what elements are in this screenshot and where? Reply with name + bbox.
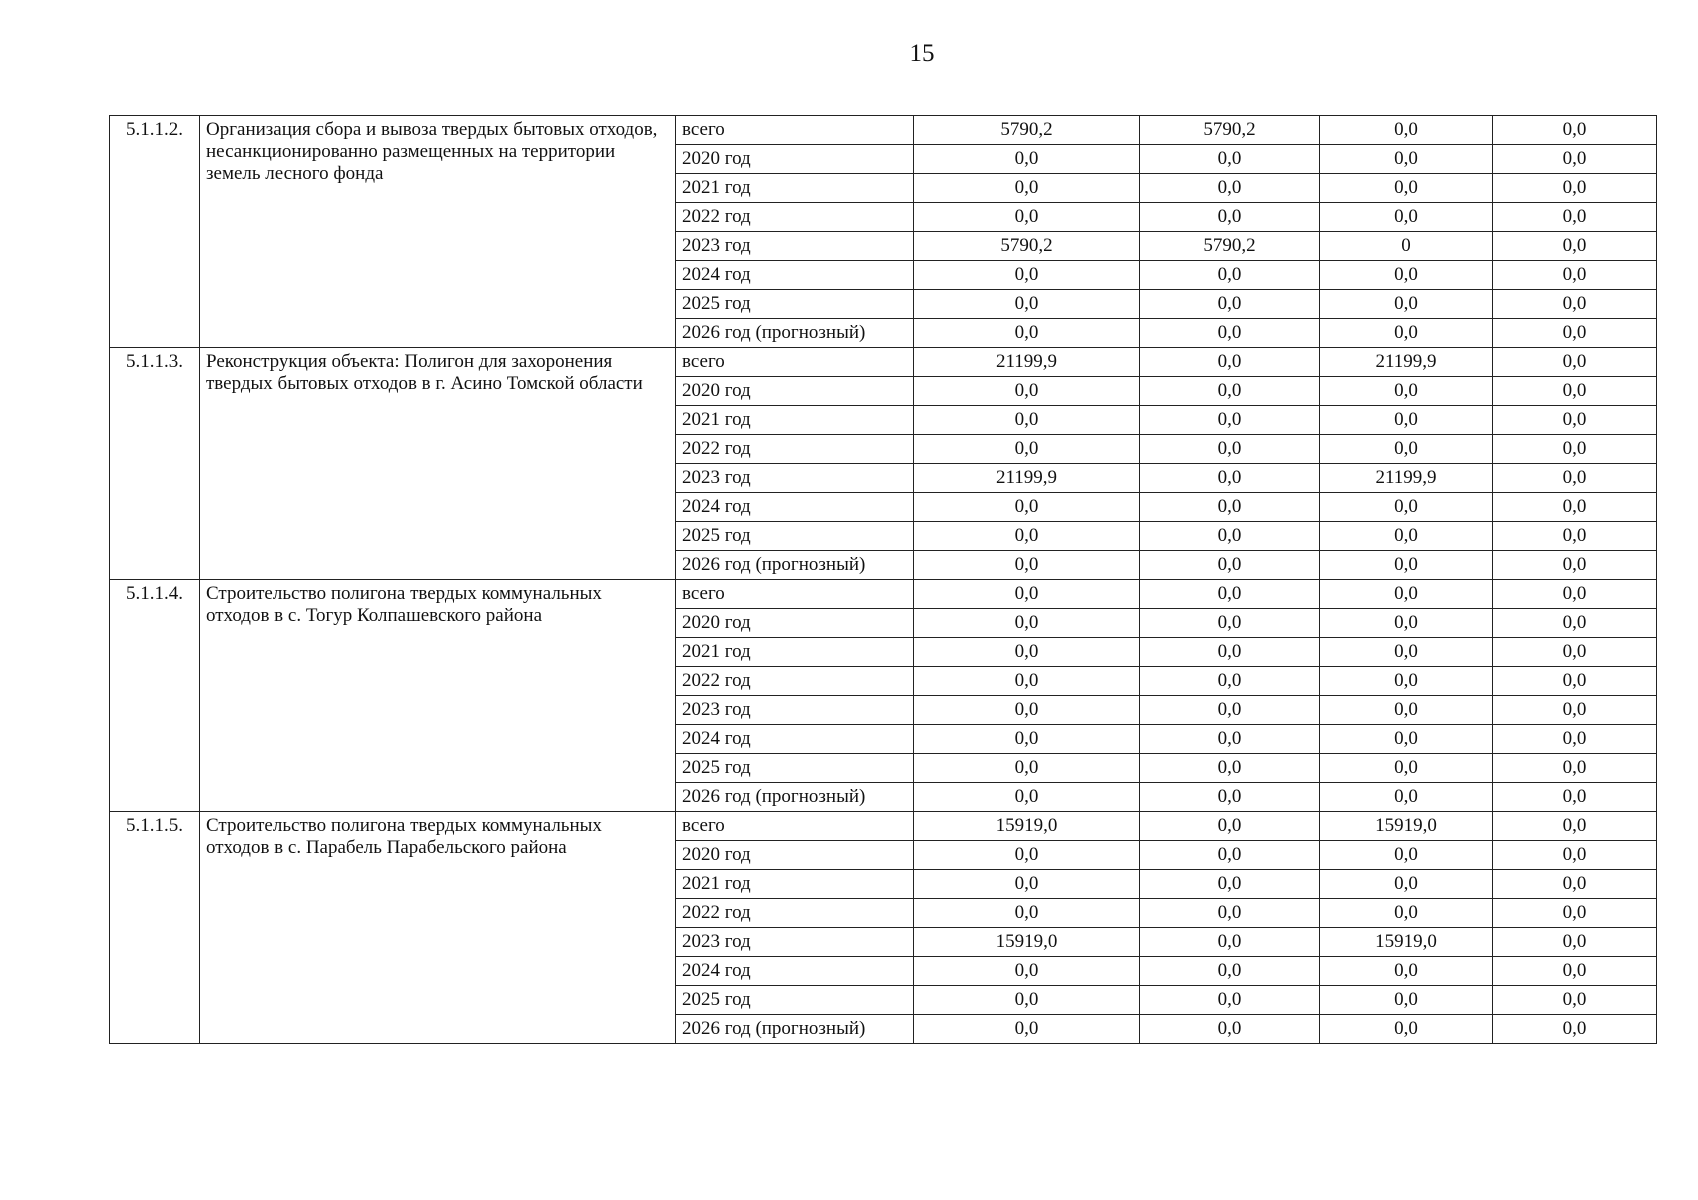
value-cell: 0,0 <box>1493 145 1657 174</box>
value-cell: 0,0 <box>1493 203 1657 232</box>
value-cell: 0,0 <box>914 638 1140 667</box>
value-cell: 0,0 <box>914 783 1140 812</box>
table-row <box>110 116 1657 145</box>
value-cell: 0,0 <box>1320 493 1493 522</box>
value-cell: 0,0 <box>1320 841 1493 870</box>
value-cell: 0,0 <box>1140 783 1320 812</box>
value-cell: 5790,2 <box>1140 116 1320 145</box>
value-cell: 0,0 <box>914 725 1140 754</box>
table-row <box>110 812 1657 841</box>
value-cell: 0,0 <box>1140 551 1320 580</box>
value-cell: 0,0 <box>914 406 1140 435</box>
period-cell: 2026 год (прогнозный) <box>676 783 914 812</box>
value-cell: 0,0 <box>1493 609 1657 638</box>
period-cell: всего <box>676 348 914 377</box>
period-cell: всего <box>676 116 914 145</box>
value-cell: 21199,9 <box>914 348 1140 377</box>
value-cell: 0,0 <box>1493 319 1657 348</box>
value-cell: 0,0 <box>1493 464 1657 493</box>
value-cell: 0,0 <box>1493 435 1657 464</box>
period-cell: 2023 год <box>676 232 914 261</box>
value-cell: 0,0 <box>1320 522 1493 551</box>
value-cell: 0,0 <box>914 174 1140 203</box>
value-cell: 0,0 <box>1140 609 1320 638</box>
value-cell: 0,0 <box>1320 435 1493 464</box>
value-cell: 0,0 <box>914 377 1140 406</box>
value-cell: 0,0 <box>1493 638 1657 667</box>
value-cell: 0,0 <box>914 580 1140 609</box>
value-cell: 0,0 <box>914 203 1140 232</box>
value-cell: 0,0 <box>914 870 1140 899</box>
value-cell: 0,0 <box>1493 261 1657 290</box>
value-cell: 0,0 <box>1493 522 1657 551</box>
value-cell: 0,0 <box>1140 464 1320 493</box>
value-cell: 0,0 <box>1140 348 1320 377</box>
period-cell: 2024 год <box>676 725 914 754</box>
section-index: 5.1.1.5. <box>110 812 200 1044</box>
period-cell: 2022 год <box>676 203 914 232</box>
section-index: 5.1.1.2. <box>110 116 200 348</box>
value-cell: 0,0 <box>1320 1015 1493 1044</box>
value-cell: 0,0 <box>1493 957 1657 986</box>
value-cell: 0,0 <box>914 145 1140 174</box>
value-cell: 0,0 <box>914 551 1140 580</box>
value-cell: 0,0 <box>1493 580 1657 609</box>
period-cell: 2022 год <box>676 667 914 696</box>
value-cell: 0,0 <box>1493 406 1657 435</box>
value-cell: 0,0 <box>1493 232 1657 261</box>
period-cell: всего <box>676 580 914 609</box>
value-cell: 0,0 <box>914 609 1140 638</box>
funding-table <box>109 115 1657 1044</box>
value-cell: 0,0 <box>1493 841 1657 870</box>
section-index: 5.1.1.4. <box>110 580 200 812</box>
value-cell: 0,0 <box>1320 725 1493 754</box>
period-cell: 2020 год <box>676 145 914 174</box>
value-cell: 0,0 <box>1493 725 1657 754</box>
value-cell: 0,0 <box>914 986 1140 1015</box>
value-cell: 0,0 <box>1320 870 1493 899</box>
period-cell: 2025 год <box>676 754 914 783</box>
value-cell: 0,0 <box>1493 986 1657 1015</box>
value-cell: 0,0 <box>1320 667 1493 696</box>
value-cell: 0,0 <box>1140 319 1320 348</box>
value-cell: 0,0 <box>1493 696 1657 725</box>
value-cell: 0,0 <box>1320 261 1493 290</box>
period-cell: 2021 год <box>676 406 914 435</box>
value-cell: 0,0 <box>1140 261 1320 290</box>
table-body <box>110 116 1657 1044</box>
period-cell: 2025 год <box>676 522 914 551</box>
period-cell: 2021 год <box>676 870 914 899</box>
value-cell: 21199,9 <box>914 464 1140 493</box>
value-cell: 0 <box>1320 232 1493 261</box>
value-cell: 0,0 <box>1320 377 1493 406</box>
value-cell: 0,0 <box>1140 928 1320 957</box>
value-cell: 0,0 <box>1320 899 1493 928</box>
period-cell: 2026 год (прогнозный) <box>676 551 914 580</box>
period-cell: всего <box>676 812 914 841</box>
value-cell: 0,0 <box>1140 899 1320 928</box>
section-index: 5.1.1.3. <box>110 348 200 580</box>
value-cell: 0,0 <box>1493 667 1657 696</box>
period-cell: 2020 год <box>676 609 914 638</box>
value-cell: 0,0 <box>1140 493 1320 522</box>
value-cell: 0,0 <box>1493 174 1657 203</box>
value-cell: 0,0 <box>1140 203 1320 232</box>
value-cell: 0,0 <box>1320 203 1493 232</box>
period-cell: 2023 год <box>676 928 914 957</box>
value-cell: 0,0 <box>1320 638 1493 667</box>
value-cell: 0,0 <box>914 899 1140 928</box>
period-cell: 2023 год <box>676 696 914 725</box>
value-cell: 5790,2 <box>1140 232 1320 261</box>
period-cell: 2023 год <box>676 464 914 493</box>
value-cell: 0,0 <box>1320 580 1493 609</box>
period-cell: 2021 год <box>676 638 914 667</box>
value-cell: 0,0 <box>914 957 1140 986</box>
value-cell: 5790,2 <box>914 232 1140 261</box>
value-cell: 0,0 <box>1493 116 1657 145</box>
value-cell: 0,0 <box>1493 493 1657 522</box>
value-cell: 21199,9 <box>1320 464 1493 493</box>
value-cell: 0,0 <box>1140 1015 1320 1044</box>
value-cell: 5790,2 <box>914 116 1140 145</box>
value-cell: 0,0 <box>1140 406 1320 435</box>
period-cell: 2026 год (прогнозный) <box>676 1015 914 1044</box>
value-cell: 0,0 <box>1140 174 1320 203</box>
value-cell: 0,0 <box>914 522 1140 551</box>
value-cell: 0,0 <box>914 667 1140 696</box>
value-cell: 15919,0 <box>914 928 1140 957</box>
page-number: 15 <box>909 40 935 67</box>
value-cell: 0,0 <box>1140 986 1320 1015</box>
value-cell: 0,0 <box>1140 754 1320 783</box>
period-cell: 2024 год <box>676 261 914 290</box>
value-cell: 15919,0 <box>1320 928 1493 957</box>
value-cell: 0,0 <box>1320 551 1493 580</box>
value-cell: 0,0 <box>1140 841 1320 870</box>
section-title: Строительство полигона твердых коммунальных отходов в с. Тогур Колпашевского района <box>200 580 676 812</box>
value-cell: 0,0 <box>1493 812 1657 841</box>
value-cell: 0,0 <box>914 319 1140 348</box>
value-cell: 0,0 <box>914 261 1140 290</box>
value-cell: 0,0 <box>1320 290 1493 319</box>
period-cell: 2021 год <box>676 174 914 203</box>
period-cell: 2024 год <box>676 957 914 986</box>
period-cell: 2025 год <box>676 290 914 319</box>
value-cell: 0,0 <box>914 435 1140 464</box>
value-cell: 0,0 <box>1140 638 1320 667</box>
period-cell: 2020 год <box>676 377 914 406</box>
value-cell: 21199,9 <box>1320 348 1493 377</box>
period-cell: 2026 год (прогнозный) <box>676 319 914 348</box>
value-cell: 0,0 <box>1140 580 1320 609</box>
value-cell: 0,0 <box>1140 435 1320 464</box>
value-cell: 0,0 <box>1140 812 1320 841</box>
value-cell: 0,0 <box>1140 870 1320 899</box>
value-cell: 0,0 <box>1140 725 1320 754</box>
value-cell: 0,0 <box>1493 348 1657 377</box>
value-cell: 0,0 <box>1493 1015 1657 1044</box>
section-title: Реконструкция объекта: Полигон для захоронения твердых бытовых отходов в г. Асино Томской области <box>200 348 676 580</box>
value-cell: 0,0 <box>1493 928 1657 957</box>
value-cell: 0,0 <box>1140 377 1320 406</box>
value-cell: 0,0 <box>1493 783 1657 812</box>
value-cell: 0,0 <box>1320 783 1493 812</box>
value-cell: 0,0 <box>1493 754 1657 783</box>
value-cell: 0,0 <box>1320 319 1493 348</box>
table-row <box>110 580 1657 609</box>
value-cell: 0,0 <box>1320 174 1493 203</box>
value-cell: 0,0 <box>1140 290 1320 319</box>
value-cell: 0,0 <box>1140 522 1320 551</box>
value-cell: 0,0 <box>914 696 1140 725</box>
value-cell: 0,0 <box>914 841 1140 870</box>
value-cell: 0,0 <box>1140 667 1320 696</box>
value-cell: 0,0 <box>1320 406 1493 435</box>
value-cell: 0,0 <box>1320 754 1493 783</box>
value-cell: 0,0 <box>1320 696 1493 725</box>
period-cell: 2022 год <box>676 899 914 928</box>
period-cell: 2025 год <box>676 986 914 1015</box>
value-cell: 15919,0 <box>914 812 1140 841</box>
value-cell: 0,0 <box>1320 116 1493 145</box>
value-cell: 0,0 <box>914 1015 1140 1044</box>
value-cell: 0,0 <box>1140 957 1320 986</box>
value-cell: 15919,0 <box>1320 812 1493 841</box>
value-cell: 0,0 <box>914 754 1140 783</box>
value-cell: 0,0 <box>1493 551 1657 580</box>
value-cell: 0,0 <box>1493 899 1657 928</box>
section-title: Строительство полигона твердых коммунальных отходов в с. Парабель Парабельского района <box>200 812 676 1044</box>
value-cell: 0,0 <box>914 290 1140 319</box>
value-cell: 0,0 <box>1140 145 1320 174</box>
period-cell: 2020 год <box>676 841 914 870</box>
value-cell: 0,0 <box>1320 986 1493 1015</box>
value-cell: 0,0 <box>1320 145 1493 174</box>
value-cell: 0,0 <box>1320 957 1493 986</box>
value-cell: 0,0 <box>914 493 1140 522</box>
period-cell: 2024 год <box>676 493 914 522</box>
value-cell: 0,0 <box>1493 377 1657 406</box>
section-title: Организация сбора и вывоза твердых бытовых отходов, несанкционированно размещенных на территории земель лесного фонда <box>200 116 676 348</box>
value-cell: 0,0 <box>1493 870 1657 899</box>
value-cell: 0,0 <box>1140 696 1320 725</box>
table-row <box>110 348 1657 377</box>
value-cell: 0,0 <box>1320 609 1493 638</box>
period-cell: 2022 год <box>676 435 914 464</box>
value-cell: 0,0 <box>1493 290 1657 319</box>
